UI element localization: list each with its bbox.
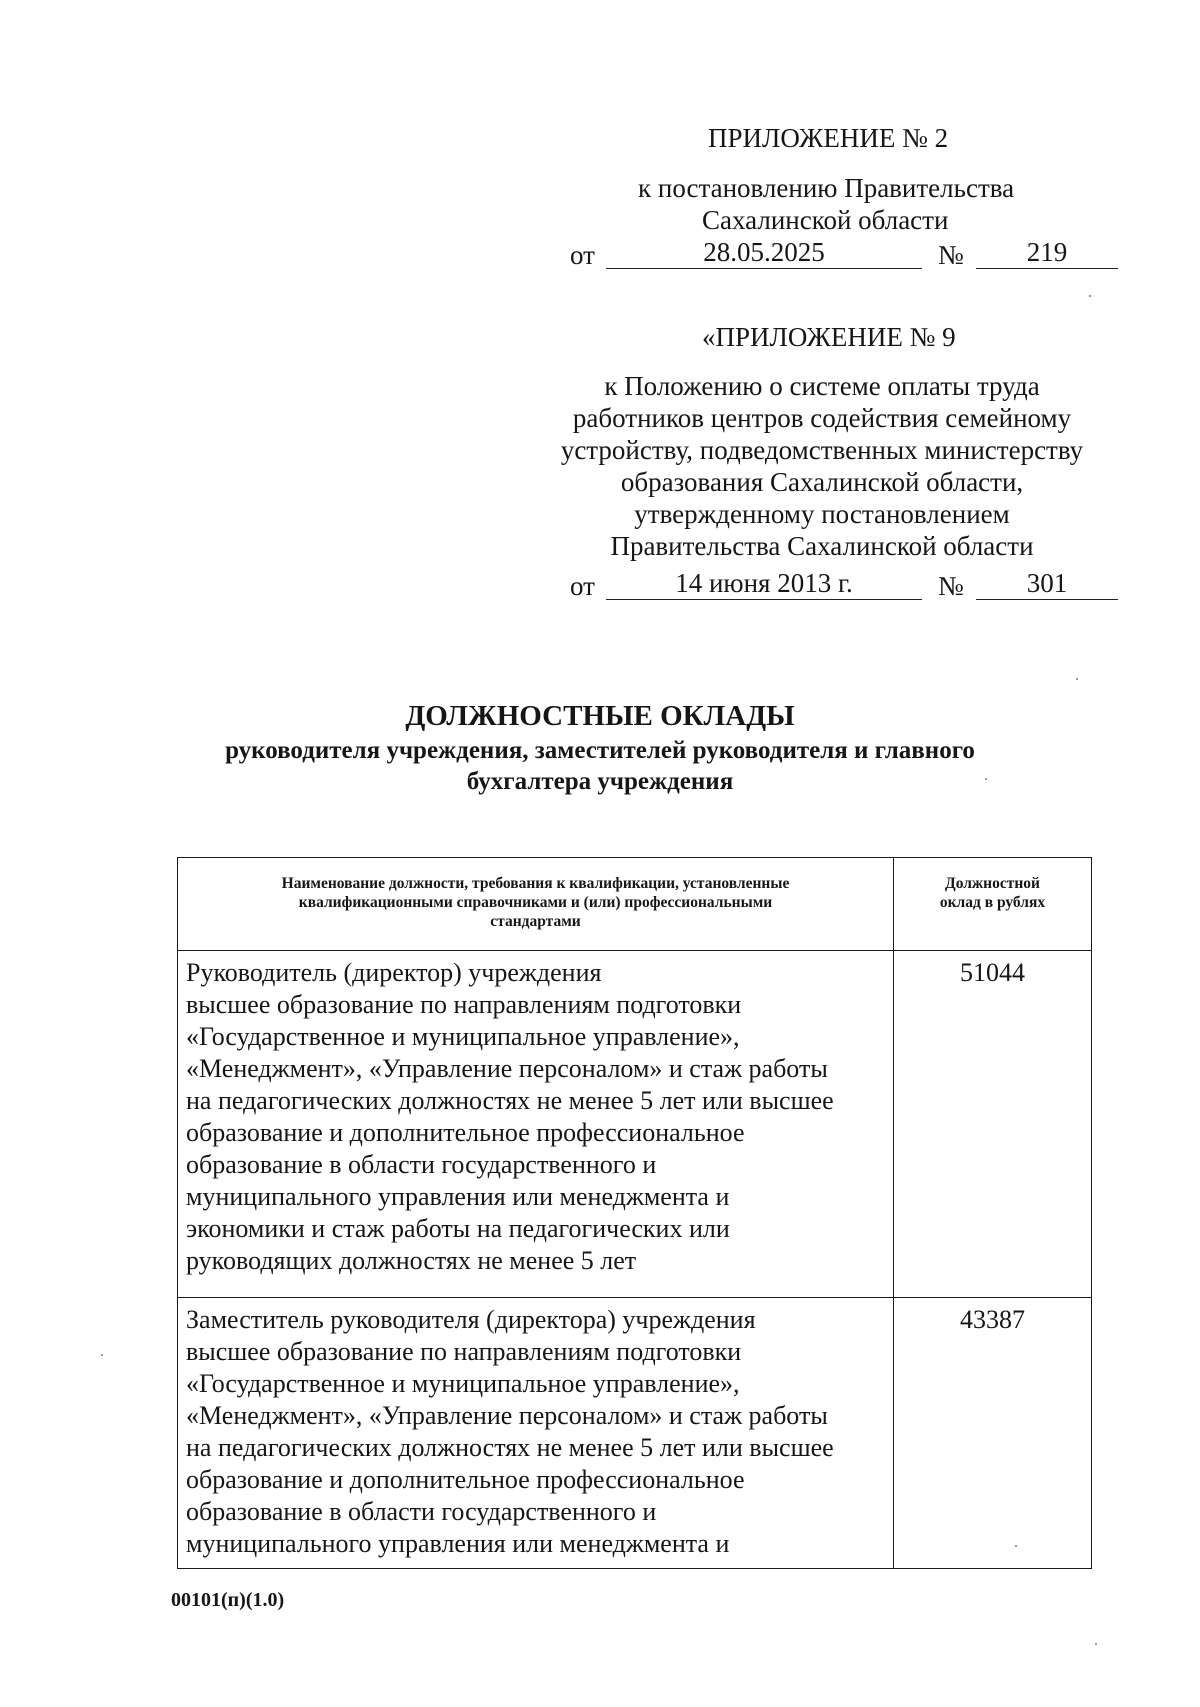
- header-salary: [894, 858, 1092, 951]
- scan-speck: [1076, 678, 1078, 680]
- description-line: высшее образование по направлениям подготовки: [186, 990, 742, 1019]
- scan-speck: [1095, 1643, 1097, 1645]
- appendix-9-number: 301: [1026, 568, 1068, 598]
- description-line: экономики и стаж работы на педагогических или: [186, 1214, 730, 1243]
- appendix-2-number-underline: [976, 268, 1118, 269]
- appendix-2-date-underline: [606, 268, 922, 269]
- document-subtitle: [0, 735, 1200, 797]
- description-line: муниципального управления или менеджмента и: [186, 1529, 730, 1558]
- description-line: руководящих должностях не менее 5 лет: [186, 1246, 637, 1275]
- header-salary-line: Должностной: [945, 875, 1040, 892]
- description-line: «Менеджмент», «Управление персоналом» и стаж работы: [186, 1054, 828, 1083]
- appendix-2-line-2: Сахалинской области: [702, 205, 949, 235]
- header-position-line: квалификационными справочниками и (или) профессиональными: [298, 894, 773, 911]
- description-line: образование и дополнительное профессиональное: [186, 1118, 745, 1147]
- description-line: «Государственное и муниципальное управление»,: [186, 1369, 740, 1398]
- salary-value: 51044: [894, 951, 1092, 1298]
- scan-speck: [985, 778, 987, 780]
- appendix-9-line: Правительства Сахалинской области: [610, 531, 1034, 561]
- appendix-9-date-underline: [606, 599, 922, 600]
- appendix-9-line: устройству, подведомственных министерству: [560, 435, 1084, 465]
- appendix-9-line: работников центров содействия семейному: [572, 403, 1072, 433]
- appendix-9-title: «ПРИЛОЖЕНИЕ № 9: [702, 322, 956, 352]
- header-salary-line: оклад в рублях: [939, 894, 1046, 911]
- subtitle-line: руководителя учреждения, заместителей руководителя и главного: [225, 737, 975, 764]
- description-line: высшее образование по направлениям подготовки: [186, 1337, 742, 1366]
- appendix-2-from-label: от: [570, 240, 595, 270]
- header-position-line: стандартами: [490, 913, 581, 930]
- description-line: образование и дополнительное профессиональное: [186, 1465, 745, 1494]
- appendix-9-date: 14 июня 2013 г.: [675, 568, 853, 598]
- scan-speck: [101, 1354, 103, 1356]
- description-line: Заместитель руководителя (директора) учреждения: [186, 1305, 756, 1334]
- appendix-2-date: 28.05.2025: [703, 237, 825, 267]
- description-line: образование в области государственного и: [186, 1150, 657, 1179]
- document-title: ДОЛЖНОСТНЫЕ ОКЛАДЫ: [405, 700, 795, 732]
- salary-table: [177, 857, 1092, 1569]
- form-code: 00101(п)(1.0): [171, 1589, 285, 1611]
- appendix-2-line-1: к постановлению Правительства: [638, 173, 1015, 203]
- appendix-2-number-label: №: [938, 240, 964, 270]
- appendix-9-number-label: №: [938, 571, 964, 601]
- description-line: «Менеджмент», «Управление персоналом» и стаж работы: [186, 1401, 828, 1430]
- salary-value: 43387: [894, 1298, 1092, 1569]
- appendix-9-text: [520, 370, 1124, 562]
- scan-speck: [1089, 295, 1091, 297]
- table-row: [178, 951, 1092, 1298]
- appendix-9-from-label: от: [570, 571, 595, 601]
- header-position: [178, 858, 894, 951]
- appendix-9-line: утвержденному постановлением: [634, 499, 1010, 529]
- position-description: [178, 951, 894, 1298]
- description-line: на педагогических должностях не менее 5 лет или высшее: [186, 1433, 834, 1462]
- table-row: [178, 1298, 1092, 1569]
- table-header-row: [178, 858, 1092, 951]
- header-position-line: Наименование должности, требования к квалификации, установленные: [281, 875, 790, 892]
- description-line: образование в области государственного и: [186, 1497, 657, 1526]
- description-line: на педагогических должностях не менее 5 лет или высшее: [186, 1086, 834, 1115]
- description-line: Руководитель (директор) учреждения: [186, 958, 602, 987]
- appendix-2-number: 219: [1026, 237, 1068, 267]
- subtitle-line: бухгалтера учреждения: [466, 768, 734, 795]
- scan-speck: [1015, 1545, 1017, 1547]
- appendix-9-line: образования Сахалинской области,: [620, 467, 1024, 497]
- appendix-2-title: ПРИЛОЖЕНИЕ № 2: [708, 123, 949, 153]
- appendix-9-number-underline: [976, 599, 1118, 600]
- appendix-9-line: к Положению о системе оплаты труда: [604, 371, 1040, 401]
- description-line: муниципального управления или менеджмента и: [186, 1182, 730, 1211]
- position-description: [178, 1298, 894, 1569]
- description-line: «Государственное и муниципальное управление»,: [186, 1022, 740, 1051]
